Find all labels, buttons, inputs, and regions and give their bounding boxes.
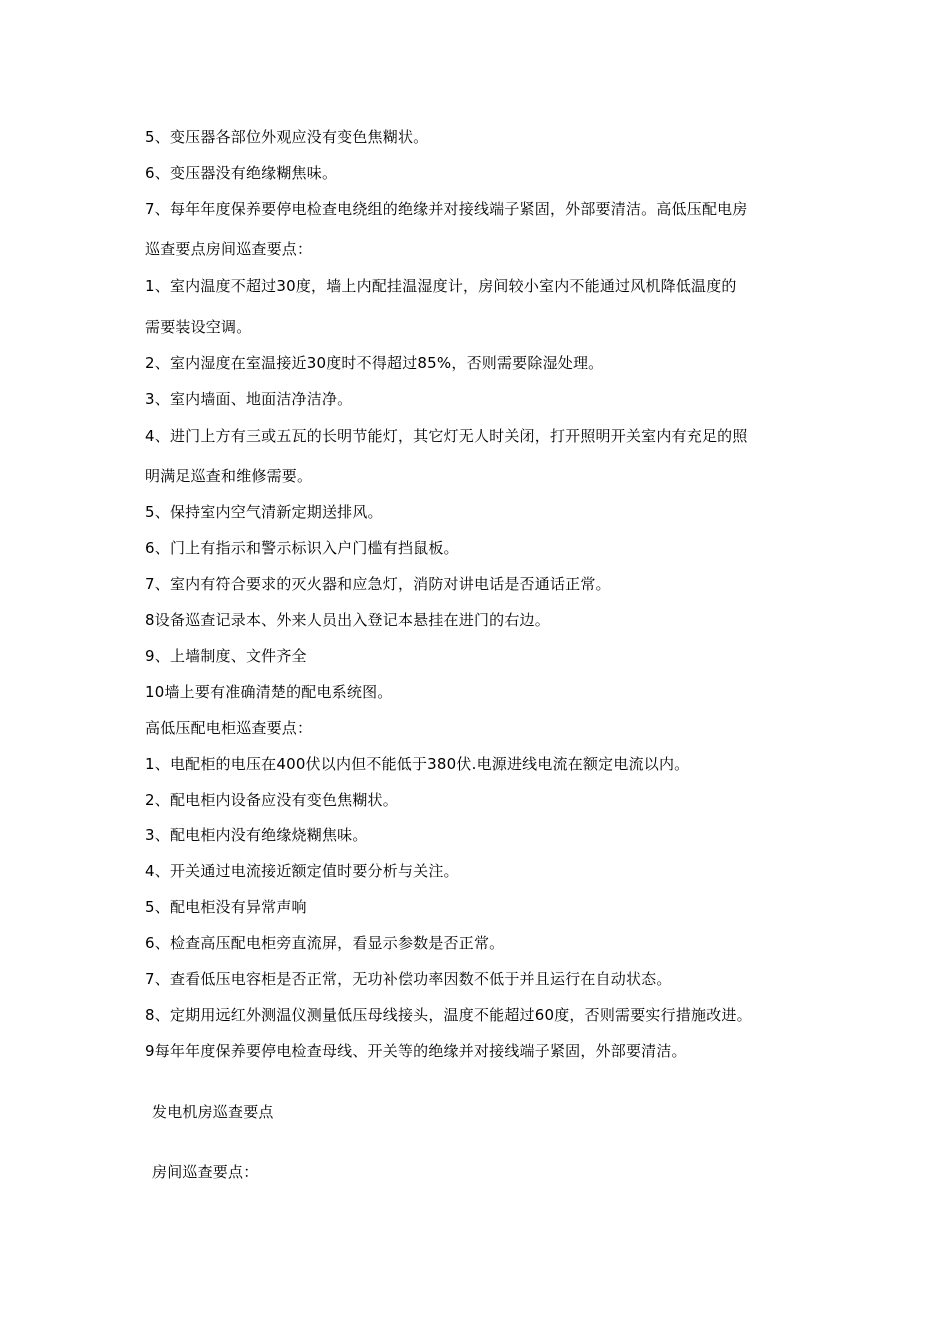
text-line: 2、配电柜内设备应没有变色焦糊状。 xyxy=(145,791,398,809)
text-line: 5、保持室内空气清新定期送排风。 xyxy=(145,503,383,521)
text-line: 6、门上有指示和警示标识入户门槛有挡鼠板。 xyxy=(145,539,459,557)
text-line: 1、电配柜的电压在400伏以内但不能低于380伏.电源进线电流在额定电流以内。 xyxy=(145,755,690,773)
text-line: 明满足巡查和维修需要。 xyxy=(145,467,313,485)
text-line: 10墙上要有准确清楚的配电系统图。 xyxy=(145,683,393,701)
text-line: 4、开关通过电流接近额定值时要分析与关注。 xyxy=(145,862,459,880)
text-line: 5、变压器各部位外观应没有变色焦糊状。 xyxy=(145,128,429,146)
text-line: 6、检查高压配电柜旁直流屏，看显示参数是否正常。 xyxy=(145,934,505,952)
text-line: 1、室内温度不超过30度，墙上内配挂温湿度计，房间较小室内不能通过风机降低温度的 xyxy=(145,277,737,295)
text-line: 3、配电柜内没有绝缘烧糊焦味。 xyxy=(145,826,368,844)
text-line: 2、室内湿度在室温接近30度时不得超过85%，否则需要除湿处理。 xyxy=(145,354,604,372)
text-line: 8、定期用远红外测温仪测量低压母线接头，温度不能超过60度，否则需要实行措施改进。 xyxy=(145,1006,752,1024)
text-line: 8设备巡查记录本、外来人员出入登记本悬挂在进门的右边。 xyxy=(145,611,550,629)
text-line: 需要装设空调。 xyxy=(145,318,252,336)
text-line: 巡查要点房间巡查要点： xyxy=(145,240,313,258)
text-line: 7、查看低压电容柜是否正常，无功补偿功率因数不低于并且运行在自动状态。 xyxy=(145,970,672,988)
text-line: 5、配电柜没有异常声响 xyxy=(145,898,307,916)
text-line: 9、上墙制度、文件齐全 xyxy=(145,647,307,665)
text-line: 7、每年年度保养要停电检查电绕组的绝缘并对接线端子紧固，外部要清洁。高低压配电房 xyxy=(145,200,748,218)
section-subheading: 房间巡查要点： xyxy=(152,1163,259,1181)
text-line: 4、进门上方有三或五瓦的长明节能灯，其它灯无人时关闭，打开照明开关室内有充足的照 xyxy=(145,427,748,445)
text-line: 3、室内墙面、地面洁净洁净。 xyxy=(145,390,353,408)
text-line: 6、变压器没有绝缘糊焦味。 xyxy=(145,164,338,182)
text-line: 高低压配电柜巡查要点： xyxy=(145,719,313,737)
text-line: 7、室内有符合要求的灭火器和应急灯，消防对讲电话是否通话正常。 xyxy=(145,575,611,593)
section-heading: 发电机房巡查要点 xyxy=(152,1103,274,1121)
text-line: 9每年年度保养要停电检查母线、开关等的绝缘并对接线端子紧固，外部要清洁。 xyxy=(145,1042,687,1060)
